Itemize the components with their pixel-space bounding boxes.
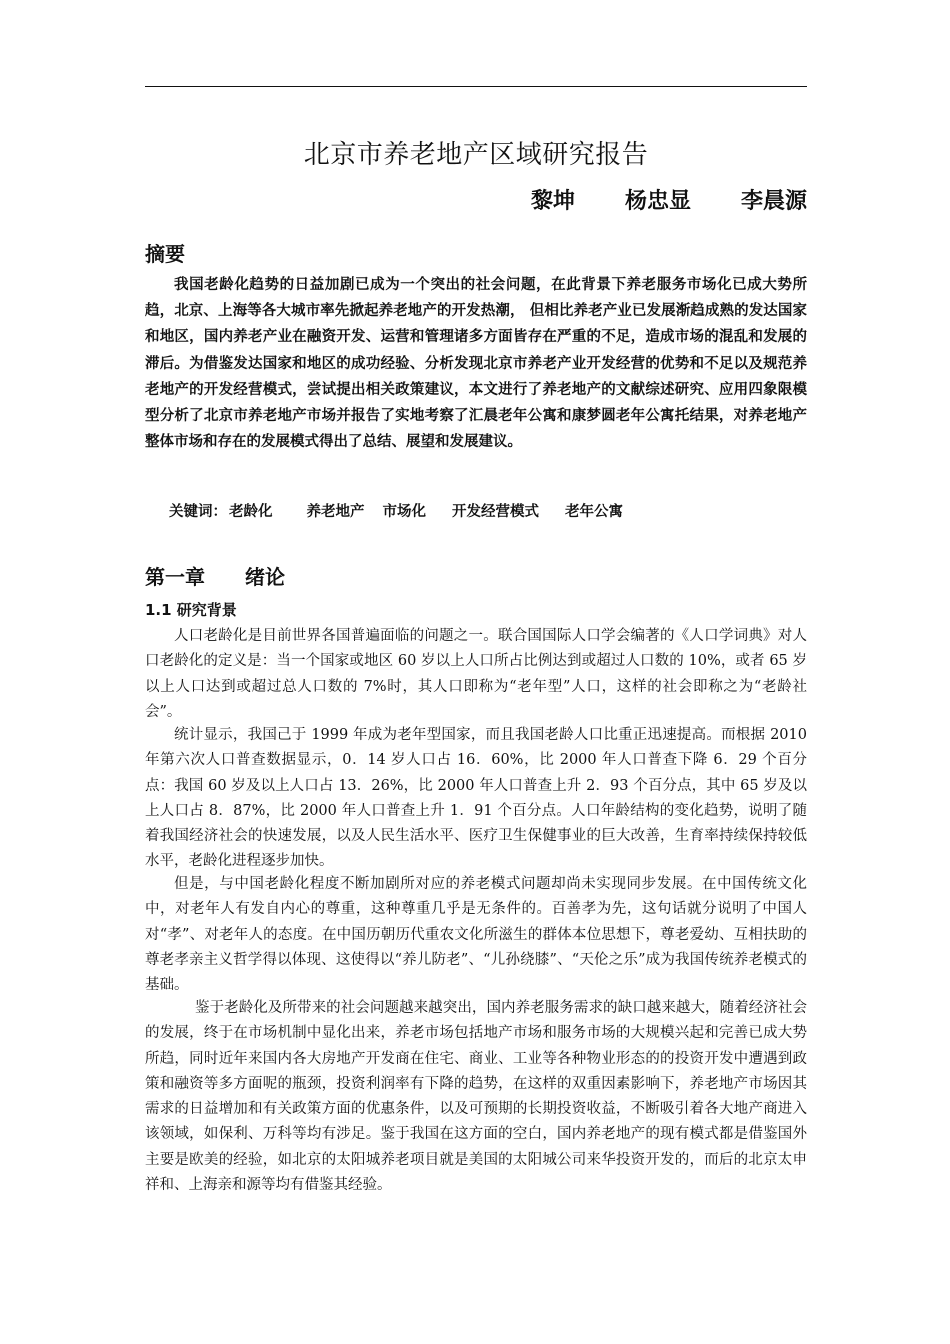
chapter-heading <box>145 561 285 590</box>
keywords-label: 关键词： <box>169 504 227 520</box>
body-paragraph: 人口老龄化是目前世界各国普遍面临的问题之一。联合国国际人口学会编著的《人口学词典》对人口老龄化的定义是：当一个国家或地区 60 岁以上人口所占比例达到或超过人口数的 10%，或者 65 岁以上人口达到或超过总人口数的 7%时，其人口即称为“老年型”人口，这样的社会即称之为“老龄社会”。 <box>145 628 807 720</box>
abstract-heading: 摘要 <box>145 242 185 266</box>
author-list <box>531 184 807 215</box>
chapter-title: 绪论 <box>245 565 285 589</box>
keywords-line <box>169 500 623 521</box>
header-rule <box>145 86 807 87</box>
body-paragraph: 但是，与中国老龄化程度不断加剧所对应的养老模式问题却尚未实现同步发展。在中国传统文化中，对老年人有发自内心的尊重，这种尊重几乎是无条件的。百善孝为先，这句话就分说明了中国人对“孝”、对老年人的态度。在中国历朝历代重农文化所滋生的群体本位思想下，尊老爱幼、互相扶助的尊老孝亲主义哲学得以体现、这使得以“养儿防老”、“儿孙绕膝”、“天伦之乐”成为我国传统养老模式的基础。 <box>145 876 807 994</box>
keyword: 开发经营模式 <box>452 504 539 520</box>
section-heading: 1.1 研究背景 <box>145 601 237 619</box>
chapter-number: 第一章 <box>145 565 205 589</box>
abstract-text: 我国老龄化趋势的日益加剧已成为一个突出的社会问题，在此背景下养老服务市场化已成大势所趋，北京、上海等各大城市率先掀起养老地产的开发热潮， 但相比养老产业已发展渐趋成熟的发达国家和地区，国内养老产业在融资开发、运营和管理诸多方面皆存在严重的不足，造成市场的混乱和发展的滞后。为借鉴发达国家和地区的成功经验、分析发现北京市养老产业开发经营的优势和不足以及规范养老地产的开发经营模式，尝试提出相关政策建议，本文进行了养老地产的文献综述研究、应用四象限模型分析了北京市养老地产市场并报告了实地考察了汇晨老年公寓和康梦圆老年公寓托结果，对养老地产整体市场和存在的发展模式得出了总结、展望和发展建议。 <box>145 277 807 451</box>
keyword: 养老地产 <box>306 504 365 520</box>
document-title: 北京市养老地产区域研究报告 <box>303 140 649 170</box>
keyword: 市场化 <box>382 504 426 520</box>
body-paragraph: 鉴于老龄化及所带来的社会问题越来越突出，国内养老服务需求的缺口越来越大，随着经济社会的发展，终于在市场机制中显化出来，养老市场包括地产市场和服务市场的大规模兴起和完善已成大势所趋，同时近年来国内各大房地产开发商在住宅、商业、工业等各种物业形态的的投资开发中遭遇到政策和融资等多方面呢的瓶颈，投资利润率有下降的趋势，在这样的双重因素影响下，养老地产市场因其需求的日益增加和有关政策方面的优惠条件，以及可预期的长期投资收益，不断吸引着各大地产商进入该领域，如保利、万科等均有涉足。鉴于我国在这方面的空白，国内养老地产的现有模式都是借鉴国外主要是欧美的经验，如北京的太阳城养老项目就是美国的太阳城公司来华投资开发的，而后的北京太申祥和、上海亲和源等均有借鉴其经验。 <box>145 1000 807 1194</box>
author-name: 李晨源 <box>740 189 807 214</box>
keyword: 老龄化 <box>229 504 273 520</box>
author-name: 黎坤 <box>530 189 575 214</box>
keyword: 老年公寓 <box>565 504 623 520</box>
author-name: 杨忠显 <box>624 189 691 214</box>
body-paragraph: 统计显示，我国己于 1999 年成为老年型国家，而且我国老龄人口比重正迅速提高。而根据 2010 年第六次人口普查数据显示，0．14 岁人口占 16．60%，比 2000 年人口普查下降 6．29 个百分点：我国 60 岁及以上人口占 13．26%，比 2000 年人口普查上升 2．93 个百分点，其中 65 岁及以上人口占 8．87%，比 2000 年人口普查上升 1．91 个百分点。人口年龄结构的变化趋势，说明了随着我国经济社会的快速发展，以及人民生活水平、医疗卫生保健事业的巨大改善，生育率持续保持较低水平，老龄化进程逐步加快。 <box>145 727 807 870</box>
